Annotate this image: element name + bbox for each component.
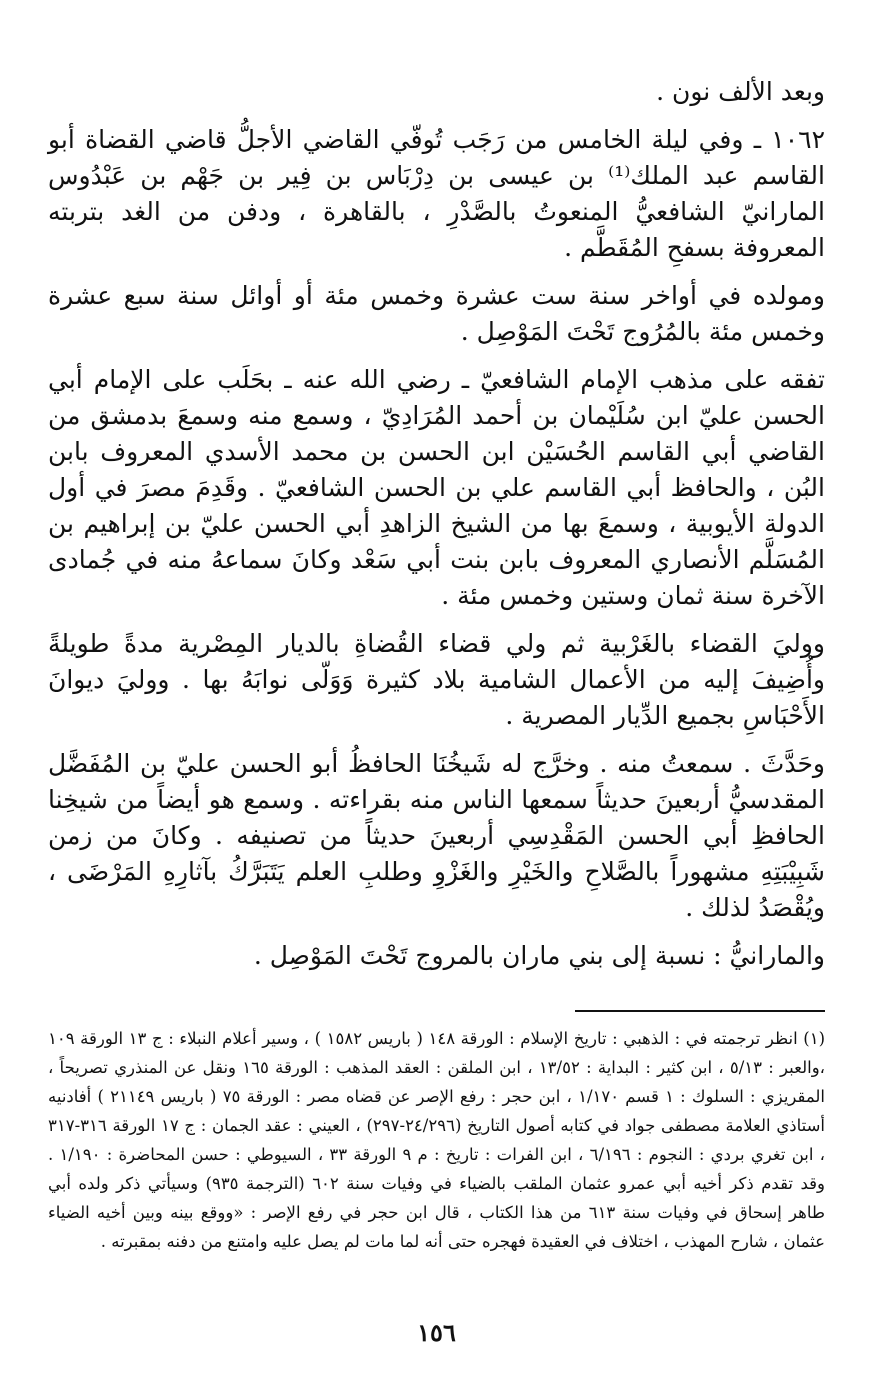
paragraph-birth: ومولده في أواخر سنة ست عشرة وخمس مئة أو أوائل سنة سبع عشرة وخمس مئة بالمُرُوج تَحْتَ المَوْصِل .	[48, 281, 825, 346]
paragraph-narration: وحَدَّثَ . سمعتُ منه . وخرَّج له شَيخُنَا الحافظُ أبو الحسن عليّ بن المُفَضَّل المقدسيُّ أربعينَ حديثاً سمعها الناس منه بقراءته . وسمع هو أيضاً من شيخِنا الحافظِ أبي الحسن المَقْدِسِي أربعينَ حديثاً من تصنيفه . وكانَ من زمن شَبِيْبَتِهِ مشهوراً بالصَّلاحِ والخَيْرِ والغَزْوِ وطلبِ العلم يَتَبَرَّكُ بآثارِهِ المَرْضَى ، ويُقْصَدُ لذلك .	[48, 749, 825, 922]
footnote-1: (١) انظر ترجمته في : الذهبي : تاريخ الإسلام : الورقة ١٤٨ ( باريس ١٥٨٢ ) ، وسير أعلام النبلاء : ج ١٣ الورقة ١٠٩ ،والعبر : ٥/١٣ ، ابن كثير : البداية : ١٣/٥٢ ، ابن الملقن : العقد المذهب : الورقة ١٦٥ ونقل عن المنذري تصريحاً ، المقريزي : السلوك : ١ قسم ١/١٧٠ ، ابن حجر : رفع الإصر عن قضاه مصر : الورقة ٧٥ ( باريس ٢١١٤٩ ) أفادنيه أستاذي العلامة مصطفى جواد في كتابه أصول التاريخ (٢٤/٢٩٦-٢٩٧) ، العيني : عقد الجمان : ج ١٧ الورقة ٣١٦-٣١٧ ، ابن تغري بردي : النجوم : ٦/١٩٦ ، ابن الفرات : تاريخ : م ٩ الورقة ٣٣ ، السيوطي : حسن المحاضرة : ١/١٩٠ . وقد تقدم ذكر أخيه أبي عمرو عثمان الملقب بالضياء في وفيات سنة ٦٠٢ (الترجمة ٩٣٥) وسيأتي ذكر ولده أبي طاهر إسحاق في وفيات سنة ٦١٣ من هذا الكتاب ، قال ابن حجر في رفع الإصر : «ووقع بينه وبين أخيه الضياء عثمان ، شارح المهذب ، اختلاف في العقيدة فهجره حتى أنه لما مات لم يصل عليه وامتنع من دفنه بمقبرته .	[48, 1029, 826, 1251]
paragraph-entry-1062: ١٠٦٢ ـ وفي ليلة الخامس من رَجَب تُوفّي القاضي الأجلُّ قاضي القضاة أبو القاسم عبد الملك⁽¹⁾ بن عيسى بن دِرْبَاس بن فِير بن جَهْم بن عَبْدُوس المارانيّ الشافعيُّ المنعوتُ بالصَّدْرِ ، بالقاهرة ، ودفن من الغد بتربته المعروفة بسفحِ المُقَطَّم .	[48, 125, 825, 262]
paragraph-nisba: والمارانيُّ : نسبة إلى بني ماران بالمروج تَحْتَ المَوْصِل .	[253, 941, 825, 970]
paragraph-judgeship: ووليَ القضاء بالغَرْبية ثم ولي قضاء القُضاةِ بالديار المِصْرية مدةً طويلةً وأُضِيفَ إليه من الأعمال الشامية بلاد كثيرة وَوَلّى نوابَهُ بها . ووليَ ديوانَ الأَحْبَاسِ بجميع الدِّيار المصرية .	[48, 629, 825, 730]
paragraph-study: تفقه على مذهب الإمام الشافعيّ ـ رضي الله عنه ـ بحَلَب على الإمام أبي الحسن عليّ ابن سُلَيْمان بن أحمد المُرَادِيّ ، وسمع منه وسمعَ بدمشق من القاضي أبي القاسم الحُسَيْن ابن الحسن بن محمد الأسدي المعروف بابن البُن ، والحافظ أبي القاسم علي بن الحسن الشافعيّ . وقَدِمَ مصرَ في أول الدولة الأيوبية ، وسمعَ بها من الشيخ الزاهدِ أبي الحسن عليّ بن إبراهيم بن المُسَلَّم الأنصاري المعروف بابن بنت أبي سَعْد وكانَ سماعهُ منه في جُمادى الآخرة سنة ثمان وستين وخمس مئة .	[48, 365, 825, 610]
paragraph-intro: وبعد الألف نون .	[656, 77, 825, 106]
page-number: ١٥٦	[417, 1318, 456, 1347]
footnote-divider	[575, 1010, 825, 1012]
